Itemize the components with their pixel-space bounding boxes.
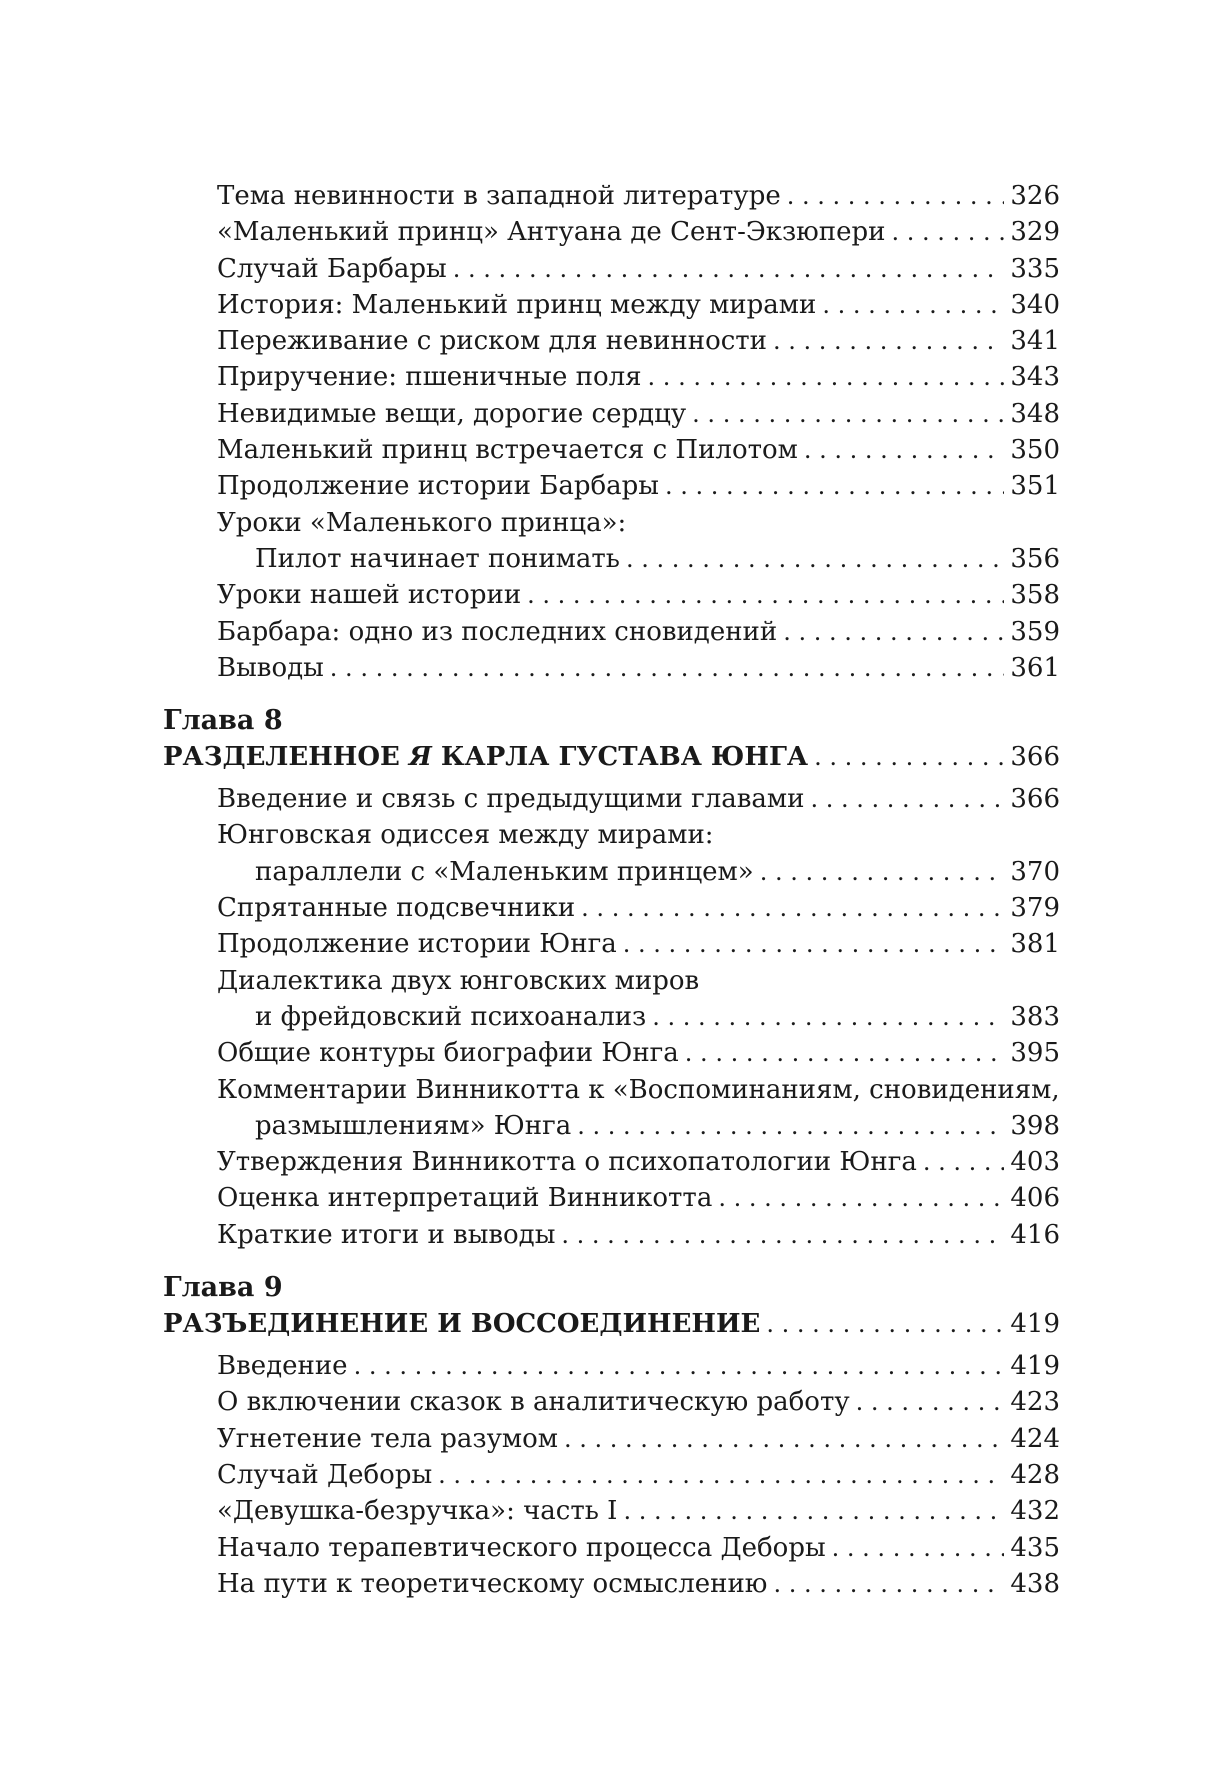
toc-entry-page: 361 <box>1010 652 1060 683</box>
toc-entry-title: Спрятанные подсвечники <box>217 893 576 924</box>
toc-entry-title-line1: Диалектика двух юнговских миров <box>217 965 700 996</box>
toc-entry[interactable] <box>163 781 1060 817</box>
toc-entry[interactable] <box>163 854 1060 890</box>
toc-entry-title-line1: Комментарии Винникотта к «Воспоминаниям, сновидениям, <box>217 1074 1060 1105</box>
toc-leader <box>773 323 1004 359</box>
toc-entry-title: Маленький принц встречается с Пилотом <box>217 435 798 466</box>
toc-entry-title-line1: Уроки «Маленького принца»: <box>217 507 627 538</box>
toc-entry-title: Утверждения Винникотта о психопатологии Юнга <box>217 1147 917 1178</box>
toc-leader <box>652 999 1004 1035</box>
toc-entry[interactable] <box>163 614 1060 650</box>
toc-entry-page: 341 <box>1010 326 1060 357</box>
chapter-label: Глава 8 <box>163 705 283 737</box>
toc-entry-title-line2: и фрейдовский психоанализ <box>255 1001 647 1032</box>
toc-entry-page: 395 <box>1010 1038 1060 1069</box>
toc-entry[interactable] <box>163 468 1060 504</box>
toc-entry-title: Переживание с риском для невинности <box>217 326 767 357</box>
toc-entry[interactable] <box>163 432 1060 468</box>
toc-leader <box>330 650 1005 686</box>
toc-leader <box>577 1108 1004 1144</box>
chapter-title <box>163 739 808 776</box>
toc-entry-page: 416 <box>1010 1219 1060 1250</box>
toc-entry-page: 398 <box>1010 1110 1060 1141</box>
toc-leader <box>665 468 1004 504</box>
toc-entry-page: 432 <box>1010 1496 1060 1527</box>
toc-entry[interactable] <box>163 287 1060 323</box>
toc-entry-title-line2: параллели с «Маленьким принцем» <box>255 856 754 887</box>
toc-entry-page: 435 <box>1010 1532 1060 1563</box>
toc-entry-title: Приручение: пшеничные поля <box>217 362 642 393</box>
toc-entry[interactable] <box>163 396 1060 432</box>
toc-entry-page: 359 <box>1010 616 1060 647</box>
toc-leader <box>438 1457 1004 1493</box>
toc-entry-title: Общие контуры биографии Юнга <box>217 1038 679 1069</box>
toc-leader <box>354 1348 1005 1384</box>
toc-entry-title: Выводы <box>217 652 324 683</box>
chapter-page: 366 <box>1010 742 1060 773</box>
toc-entry-page: 406 <box>1010 1183 1060 1214</box>
toc-entry-page: 340 <box>1010 289 1060 320</box>
toc-leader <box>814 739 1004 776</box>
chapter-title-italic: Я <box>408 742 432 773</box>
toc-entry[interactable] <box>163 999 1060 1035</box>
toc-leader <box>760 854 1005 890</box>
toc-leader <box>564 1421 1004 1457</box>
toc-entry-title-line1: Юнговская одиссея между мирами: <box>217 820 714 851</box>
toc-entry[interactable] <box>163 541 1060 577</box>
toc-entry-page: 366 <box>1010 784 1060 815</box>
toc-entry-page: 423 <box>1010 1387 1060 1418</box>
toc-leader <box>623 1493 1004 1529</box>
chapter-page: 419 <box>1010 1309 1060 1340</box>
toc-entry-page: 403 <box>1010 1147 1060 1178</box>
chapter-title: РАЗЪЕДИНЕНИЕ И ВОССОЕДИНЕНИЕ <box>163 1309 761 1340</box>
toc-entry[interactable] <box>163 1421 1060 1457</box>
toc-entry-title: История: Маленький принц между мирами <box>217 289 817 320</box>
chapter-title-entry[interactable] <box>163 739 1060 776</box>
toc-entry-line1[interactable] <box>163 505 1060 541</box>
toc-leader <box>718 1180 1004 1216</box>
toc-entry[interactable] <box>163 214 1060 250</box>
toc-entry-page: 356 <box>1010 543 1060 574</box>
toc-chapter-8 <box>163 702 1060 1253</box>
toc-leader <box>787 178 1005 214</box>
toc-entry-title-line2: размышлениям» Юнга <box>255 1110 572 1141</box>
toc-entry-title: Продолжение истории Барбары <box>217 471 659 502</box>
toc-entry-page: 370 <box>1010 856 1060 887</box>
toc-entry-line1[interactable] <box>163 1072 1060 1108</box>
toc-entry[interactable] <box>163 577 1060 613</box>
toc-leader <box>783 614 1004 650</box>
toc-entry[interactable] <box>163 890 1060 926</box>
toc-entry[interactable] <box>163 1457 1060 1493</box>
toc-leader <box>810 781 1004 817</box>
toc-entry-page: 351 <box>1010 471 1060 502</box>
chapter-label: Глава 9 <box>163 1272 283 1304</box>
toc-entry-page: 350 <box>1010 435 1060 466</box>
toc-entry-page: 428 <box>1010 1459 1060 1490</box>
toc-section-top <box>163 178 1060 686</box>
toc-entry-title: «Маленький принц» Антуана де Сент-Экзюпери <box>217 217 886 248</box>
toc-leader <box>527 577 1004 613</box>
toc-leader <box>626 541 1004 577</box>
toc-entry[interactable] <box>163 251 1060 287</box>
toc-entry[interactable] <box>163 1035 1060 1071</box>
toc-entry[interactable] <box>163 1180 1060 1216</box>
toc-leader <box>832 1530 1005 1566</box>
toc-leader <box>773 1566 1004 1602</box>
toc-leader <box>648 359 1005 395</box>
toc-entry-title: Введение и связь с предыдущими главами <box>217 784 805 815</box>
toc-entry-title: Краткие итоги и выводы <box>217 1219 556 1250</box>
toc-entry-page: 379 <box>1010 893 1060 924</box>
toc-entry[interactable] <box>163 1217 1060 1253</box>
toc-leader <box>766 1306 1004 1343</box>
chapter-title-part: РАЗДЕЛЕННОЕ <box>163 742 409 773</box>
toc-entry-title: Случай Барбары <box>217 253 447 284</box>
table-of-contents <box>163 178 1060 1602</box>
toc-leader <box>856 1384 1005 1420</box>
toc-leader <box>892 214 1005 250</box>
toc-entry[interactable] <box>163 1566 1060 1602</box>
toc-leader <box>692 396 1004 432</box>
toc-leader <box>581 890 1004 926</box>
toc-entry-title: Уроки нашей истории <box>217 580 522 611</box>
toc-entry-page: 343 <box>1010 362 1060 393</box>
toc-entry-page: 358 <box>1010 580 1060 611</box>
toc-entry-page: 335 <box>1010 253 1060 284</box>
toc-entry-title: Невидимые вещи, дорогие сердцу <box>217 398 687 429</box>
chapter-title-entry[interactable] <box>163 1306 1060 1343</box>
toc-entry-title: Начало терапевтического процесса Деборы <box>217 1532 826 1563</box>
toc-entry-page: 383 <box>1010 1001 1060 1032</box>
toc-entry-title-line2: Пилот начинает понимать <box>255 543 620 574</box>
toc-entry-title: Тема невинности в западной литературе <box>217 181 781 211</box>
toc-entry-title: «Девушка-безручка»: часть I <box>217 1496 618 1527</box>
toc-entry-title: Оценка интерпретаций Винникотта <box>217 1183 713 1214</box>
toc-leader <box>804 432 1004 468</box>
toc-leader <box>453 251 1005 287</box>
toc-leader <box>623 926 1005 962</box>
toc-entry[interactable] <box>163 650 1060 686</box>
toc-entry[interactable] <box>163 1384 1060 1420</box>
toc-entry[interactable] <box>163 926 1060 962</box>
toc-entry-title: Введение <box>217 1351 348 1382</box>
toc-entry-line1[interactable] <box>163 963 1060 999</box>
toc-entry[interactable] <box>163 1108 1060 1144</box>
toc-entry[interactable] <box>163 323 1060 359</box>
toc-entry-page: 424 <box>1010 1423 1060 1454</box>
toc-entry[interactable] <box>163 178 1060 214</box>
toc-leader <box>923 1144 1005 1180</box>
toc-entry[interactable] <box>163 1144 1060 1180</box>
toc-entry-title: Барбара: одно из последних сновидений <box>217 616 778 647</box>
toc-entry[interactable] <box>163 1493 1060 1529</box>
toc-entry[interactable] <box>163 1530 1060 1566</box>
toc-entry-page: 381 <box>1010 929 1060 960</box>
toc-entry[interactable] <box>163 1348 1060 1384</box>
toc-leader <box>822 287 1004 323</box>
toc-leader <box>685 1035 1005 1071</box>
toc-entry-title: Продолжение истории Юнга <box>217 929 617 960</box>
toc-entry-page: 348 <box>1010 398 1060 429</box>
toc-entry-title: Случай Деборы <box>217 1459 433 1490</box>
toc-entry-page: 329 <box>1010 217 1060 248</box>
toc-entry-page: 326 <box>1010 181 1060 211</box>
toc-entry-title: О включении сказок в аналитическую работу <box>217 1387 850 1418</box>
toc-entry-page: 438 <box>1010 1568 1060 1599</box>
toc-entry-title: Угнетение тела разумом <box>217 1423 558 1454</box>
toc-entry-title: На пути к теоретическому осмыслению <box>217 1568 768 1599</box>
chapter-title-part: КАРЛА ГУСТАВА ЮНГА <box>431 742 809 773</box>
toc-leader <box>561 1217 1004 1253</box>
toc-entry[interactable] <box>163 359 1060 395</box>
toc-entry-page: 419 <box>1010 1351 1060 1382</box>
toc-chapter-9 <box>163 1269 1060 1602</box>
toc-entry-line1[interactable] <box>163 817 1060 853</box>
